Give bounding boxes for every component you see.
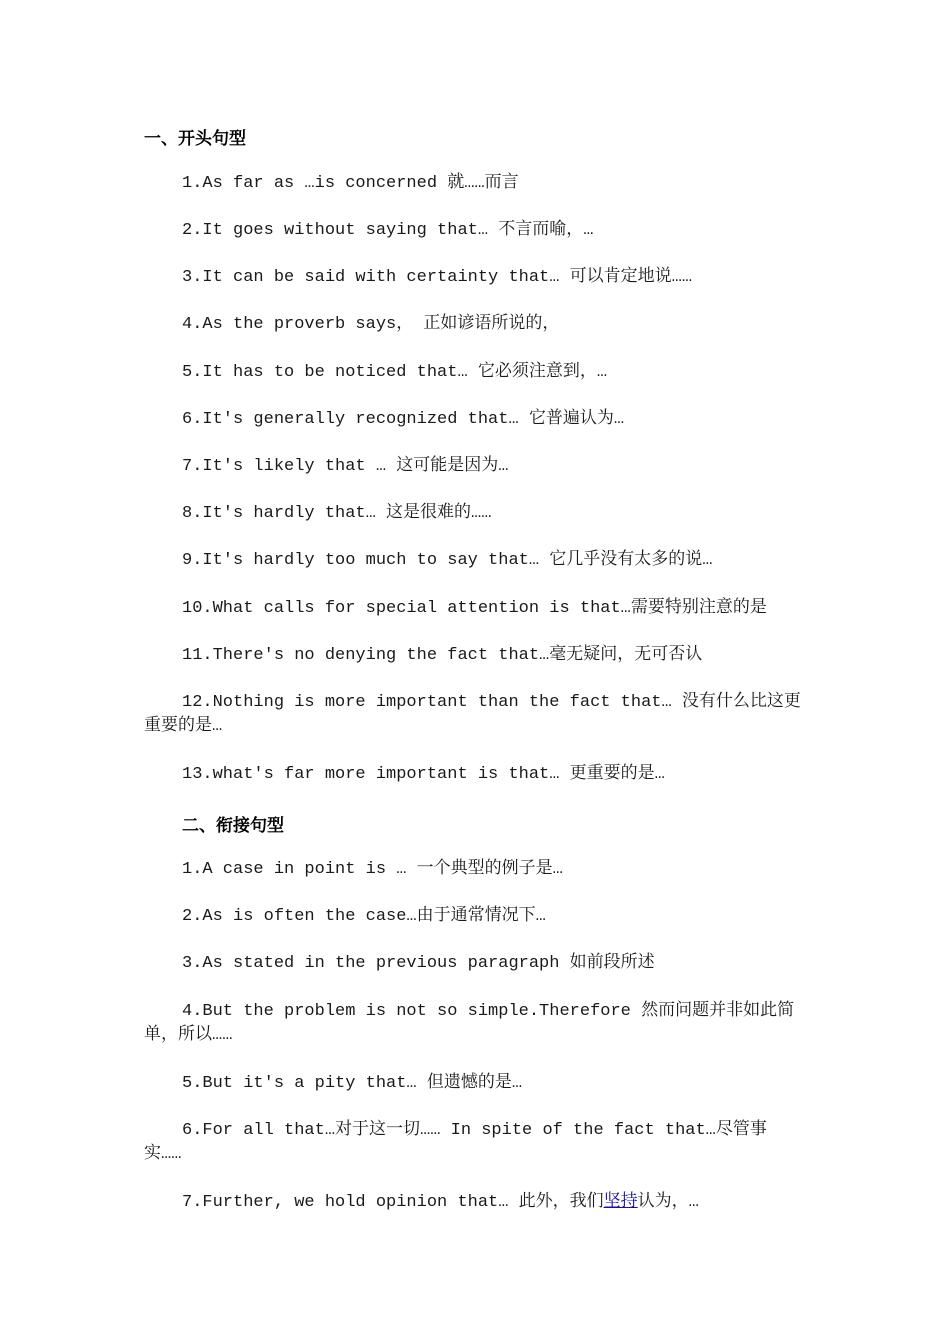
- list-item: 3.As stated in the previous paragraph 如前段所述: [182, 954, 655, 973]
- list-item: 7.It's likely that … 这可能是因为…: [182, 457, 509, 476]
- list-item: 12.Nothing is more important than the fact that… 没有什么比这更重要的是…: [144, 693, 801, 736]
- section-heading-transition: 二、衔接句型: [182, 816, 284, 836]
- list-item: 2.As is often the case…由于通常情况下…: [182, 907, 546, 926]
- item-text: 认为，…: [637, 1193, 699, 1212]
- list-item: 1.As far as …is concerned 就……而言: [182, 174, 519, 193]
- list-item: 4.As the proverb says， 正如谚语所说的，: [182, 315, 560, 334]
- list-item: 8.It's hardly that… 这是很难的……: [182, 504, 492, 523]
- list-item: 9.It's hardly too much to say that… 它几乎没有太多的说…: [182, 551, 713, 570]
- list-item: [182, 1191, 822, 1215]
- list-item: 13.what's far more important is that… 更重要的是…: [182, 765, 665, 784]
- list-item: 5.But it's a pity that… 但遗憾的是…: [182, 1074, 523, 1093]
- list-item: 11.There's no denying the fact that…毫无疑问，无可否认: [182, 646, 703, 665]
- list-item: 6.For all that…对于这一切…… In spite of the fact that…尽管事实……: [144, 1121, 767, 1164]
- list-item: 6.It's generally recognized that… 它普遍认为…: [182, 410, 625, 429]
- list-item: 2.It goes without saying that… 不言而喻，…: [182, 221, 594, 240]
- list-item: 5.It has to be noticed that… 它必须注意到，…: [182, 363, 608, 382]
- list-item: 10.What calls for special attention is that…需要特别注意的是: [182, 599, 767, 618]
- keyword-link[interactable]: 坚持: [603, 1193, 638, 1212]
- item-text: 7.Further, we hold opinion that… 此外，我们: [182, 1193, 604, 1212]
- list-item: 3.It can be said with certainty that… 可以肯定地说……: [182, 268, 693, 287]
- list-item: 1.A case in point is … 一个典型的例子是…: [182, 860, 563, 879]
- list-item: 4.But the problem is not so simple.Therefore 然而问题并非如此简单，所以……: [144, 1002, 795, 1045]
- section-heading-opening: 一、开头句型: [144, 129, 246, 149]
